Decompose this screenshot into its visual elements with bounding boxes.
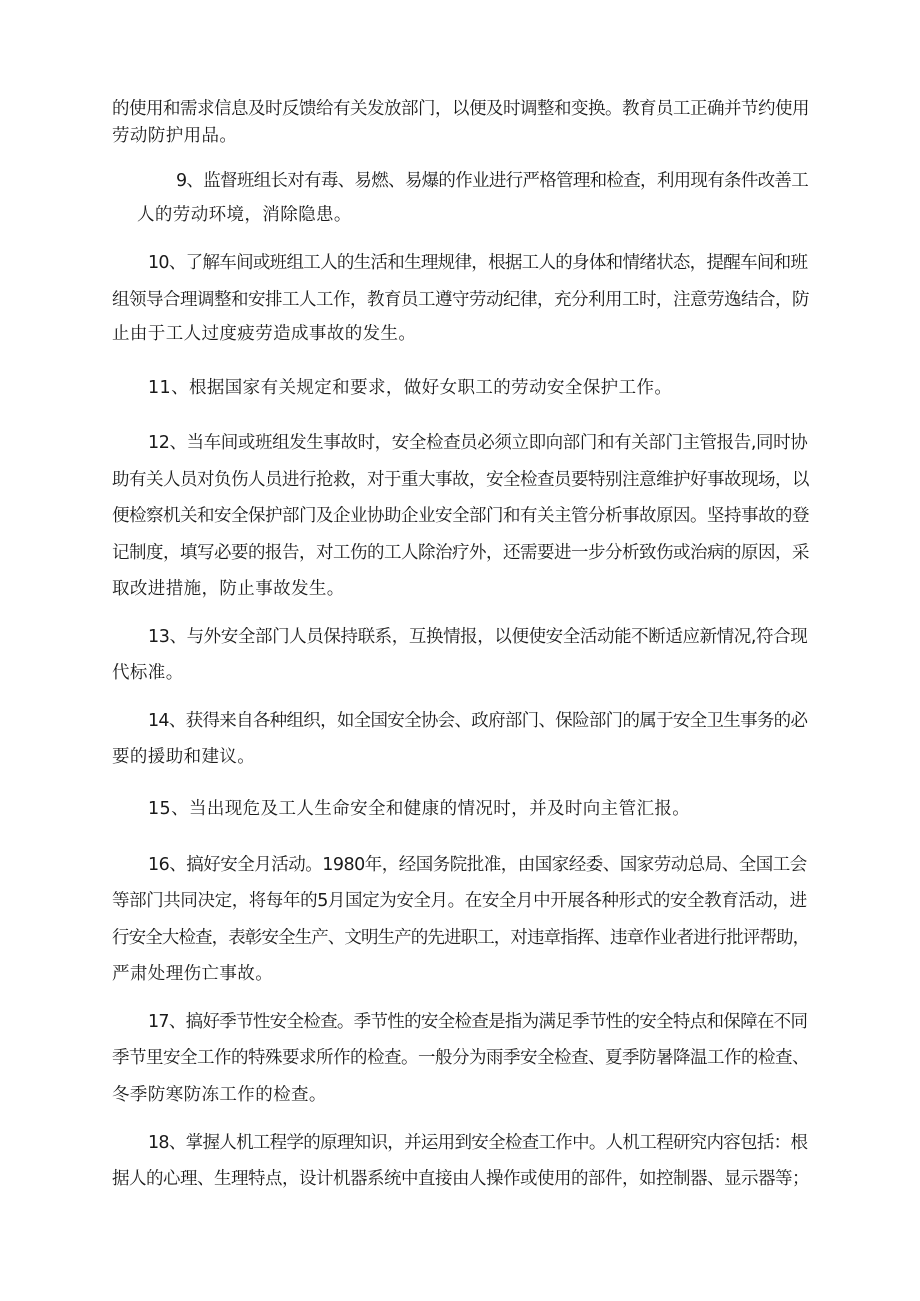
text-line: 劳动防护用品。 xyxy=(112,126,238,146)
text-line: 等部门共同决定，将每年的5月国定为安全月。在安全月中开展各种形式的安全教育活动，进 xyxy=(112,891,807,911)
text-line: 据人的心理、生理特点，设计机器系统中直接由人操作或使用的部件，如控制器、显示器等； xyxy=(112,1169,809,1189)
text-line: 便检察机关和安全保护部门及企业协助企业安全部门和有关主管分析事故原因。坚持事故的登 xyxy=(112,506,809,526)
text-line: 人的劳动环境，消除隐患。 xyxy=(137,205,352,225)
text-line: 12、当车间或班组发生事故时，安全检查员必须立即向部门和有关部门主管报告,同时协 xyxy=(148,433,808,453)
text-line: 14、获得来自各种组织，如全国安全协会、政府部门、保险部门的属于安全卫生事务的必 xyxy=(148,711,808,731)
text-line: 11、根据国家有关规定和要求，做好女职工的劳动安全保护工作。 xyxy=(148,378,673,398)
text-line: 季节里安全工作的特殊要求所作的检查。一般分为雨季安全检查、夏季防暑降温工作的检查、 xyxy=(112,1048,809,1068)
text-line: 17、搞好季节性安全检查。季节性的安全检查是指为满足季节性的安全特点和保障在不同 xyxy=(148,1012,808,1032)
text-line: 的使用和需求信息及时反馈给有关发放部门，以便及时调整和变换。教育员工正确并节约使用 xyxy=(112,99,809,119)
text-line: 15、当出现危及工人生命安全和健康的情况时，并及时向主管汇报。 xyxy=(148,799,691,819)
text-line: 止由于工人过度疲劳造成事故的发生。 xyxy=(112,324,417,344)
text-line: 记制度，填写必要的报告，对工伤的工人除治疗外，还需要进一步分析致伤或治病的原因，采 xyxy=(112,543,809,563)
text-line: 组领导合理调整和安排工人工作，教育员工遵守劳动纪律，充分利用工时，注意劳逸结合，防 xyxy=(112,290,809,310)
text-line: 冬季防寒防冻工作的检查。 xyxy=(112,1085,327,1105)
text-line: 9、监督班组长对有毒、易燃、易爆的作业进行严格管理和检查，利用现有条件改善工 xyxy=(176,171,809,191)
text-line: 10、了解车间或班组工人的生活和生理规律，根据工人的身体和情绪状态，提醒车间和班 xyxy=(148,253,808,273)
text-line: 助有关人员对负伤人员进行抢救，对于重大事故，安全检查员要特别注意维护好事故现场，以 xyxy=(112,470,809,490)
text-line: 要的援助和建议。 xyxy=(112,747,256,767)
text-line: 16、搞好安全月活动。1980年，经国务院批准，由国家经委、国家劳动总局、全国工会 xyxy=(148,855,807,875)
text-line: 18、掌握人机工程学的原理知识，并运用到安全检查工作中。人机工程研究内容包括：根 xyxy=(148,1133,808,1153)
text-line: 代标准。 xyxy=(112,663,184,683)
text-line: 取改进措施，防止事故发生。 xyxy=(112,579,345,599)
text-line: 行安全大检查，表彰安全生产、文明生产的先进职工，对违章指挥、违章作业者进行批评帮助， xyxy=(112,928,810,948)
text-line: 严肃处理伤亡事故。 xyxy=(112,964,274,984)
text-line: 13、与外安全部门人员保持联系，互换情报，以便使安全活动能不断适应新情况,符合现 xyxy=(148,627,808,647)
